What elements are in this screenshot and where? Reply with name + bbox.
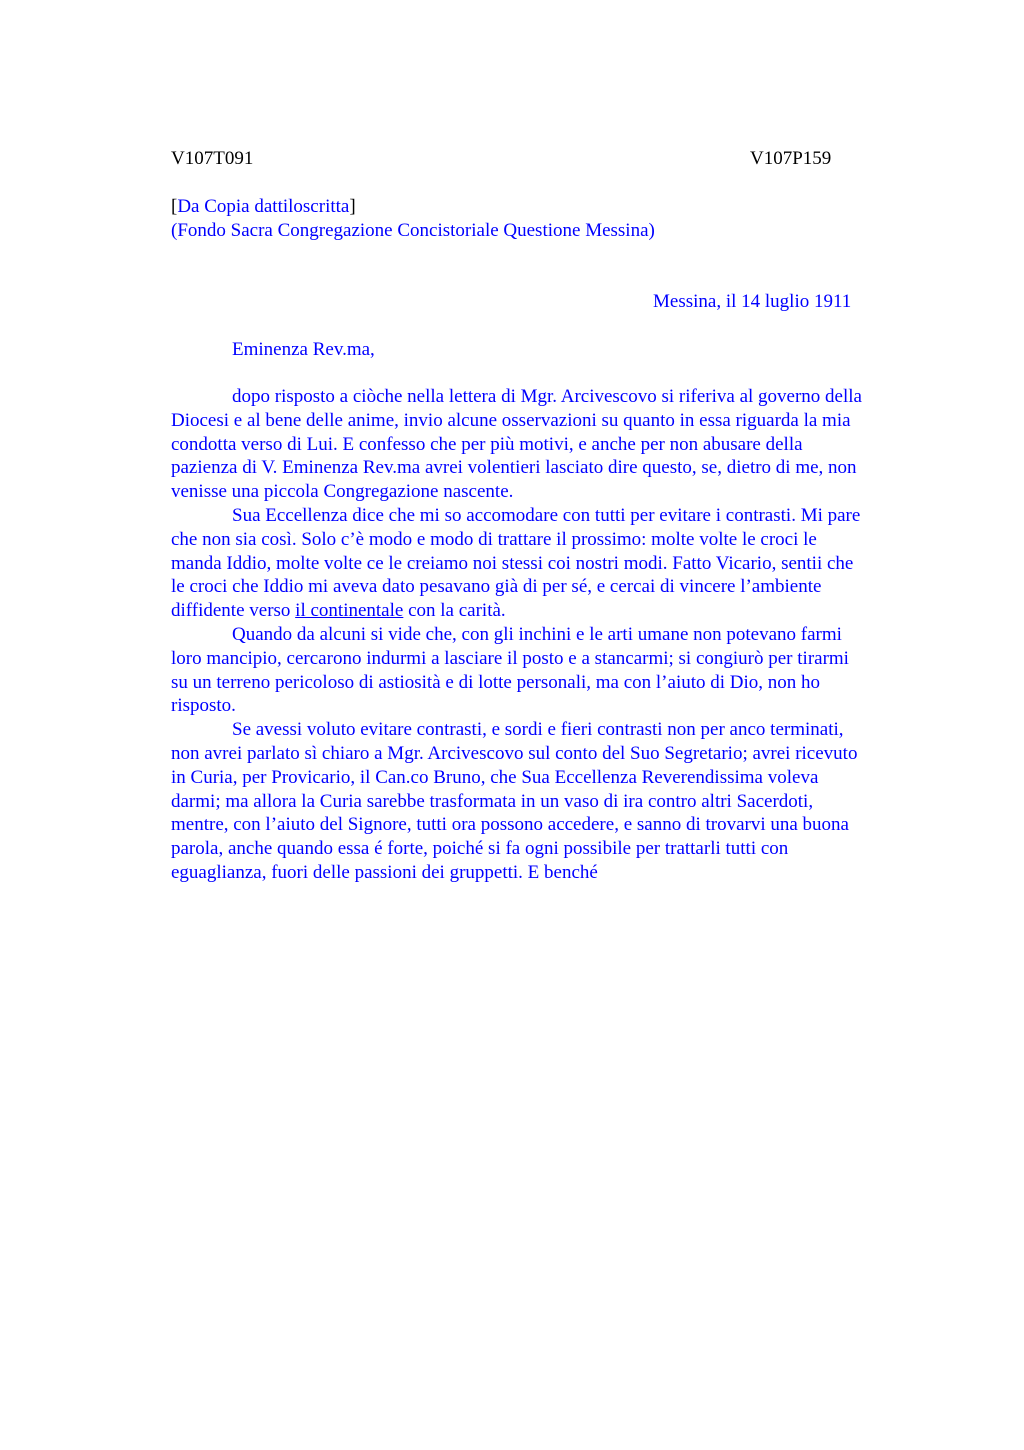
body-line: Se avessi voluto evitare contrasti, e sordi e fieri contrasti non per anco terminati, bbox=[232, 719, 844, 741]
body-line: che non sia così. Solo c’è modo e modo di trattare il prossimo: molte volte le croci le bbox=[171, 528, 817, 550]
source-fondo: (Fondo Sacra Congregazione Concistoriale Questione Messina) bbox=[171, 219, 655, 241]
underlined-phrase: il continentale bbox=[295, 600, 404, 622]
body-line: darmi; ma allora la Curia sarebbe trasformata in un vaso di ira contro altri Sacerdoti, bbox=[171, 790, 814, 812]
document-code-left: V107T091 bbox=[171, 148, 254, 169]
document-code-right: V107P159 bbox=[750, 148, 832, 169]
body-line: Sua Eccellenza dice che mi so accomodare con tutti per evitare i contrasti. Mi pare bbox=[232, 504, 861, 526]
body-line: eguaglianza, fuori delle passioni dei gruppetti. E benché bbox=[171, 861, 598, 883]
body-line: Diocesi e al bene delle anime, invio alcune osservazioni su quanto in essa riguarda la mia bbox=[171, 409, 851, 431]
body-line: dopo risposto a ciòche nella lettera di Mgr. Arcivescovo si riferiva al governo della bbox=[232, 386, 862, 407]
body-line: loro mancipio, cercarono indurmi a lasciare il posto e a stancarmi; si congiurò per tirarmi bbox=[171, 647, 849, 669]
letter-dateline: Messina, il 14 luglio 1911 bbox=[653, 291, 852, 312]
source-close-bracket: ] bbox=[349, 196, 356, 217]
body-line: su un terreno pericoloso di astiosità e di lotte personali, ma con l’aiuto di Dio, non ho bbox=[171, 671, 821, 693]
body-line: venisse una piccola Congregazione nascente. bbox=[171, 481, 514, 503]
body-line-diffidente bbox=[171, 599, 921, 623]
body-text: con la carità. bbox=[403, 600, 506, 622]
body-text: diffidente verso bbox=[171, 600, 296, 622]
letter-body bbox=[171, 385, 921, 885]
source-open-bracket: [ bbox=[171, 196, 178, 217]
body-line: risposto. bbox=[171, 695, 236, 717]
body-line: non avrei parlato sì chiaro a Mgr. Arcivescovo sul conto del Suo Segretario; avrei ricevuto bbox=[171, 742, 858, 764]
source-title: Da Copia dattiloscritta bbox=[177, 196, 350, 217]
body-line: pazienza di V. Eminenza Rev.ma avrei volentieri lasciato dire questo, se, dietro di me, non bbox=[171, 457, 857, 479]
letter-salutation: Eminenza Rev.ma, bbox=[232, 339, 375, 360]
body-line: condotta verso di Lui. E confesso che per più motivi, e anche per non abusare della bbox=[171, 433, 803, 455]
body-line: mentre, con l’aiuto del Signore, tutti ora possono accedere, e sanno di trovarvi una buona bbox=[171, 814, 849, 836]
body-line: parola, anche quando essa é forte, poiché si fa ogni possibile per trattarli tutti con bbox=[171, 838, 789, 860]
body-line: Quando da alcuni si vide che, con gli inchini e le arti umane non potevano farmi bbox=[232, 623, 842, 645]
body-line: manda Iddio, molte volte ce le creiamo noi stessi coi nostri modi. Fatto Vicario, sentii che bbox=[171, 552, 854, 574]
body-line: in Curia, per Provicario, il Can.co Bruno, che Sua Eccellenza Reverendissima voleva bbox=[171, 766, 819, 788]
body-line: le croci che Iddio mi aveva dato pesavano già di per sé, e cercai di vincere l’ambiente bbox=[171, 576, 822, 598]
source-note bbox=[171, 195, 931, 243]
